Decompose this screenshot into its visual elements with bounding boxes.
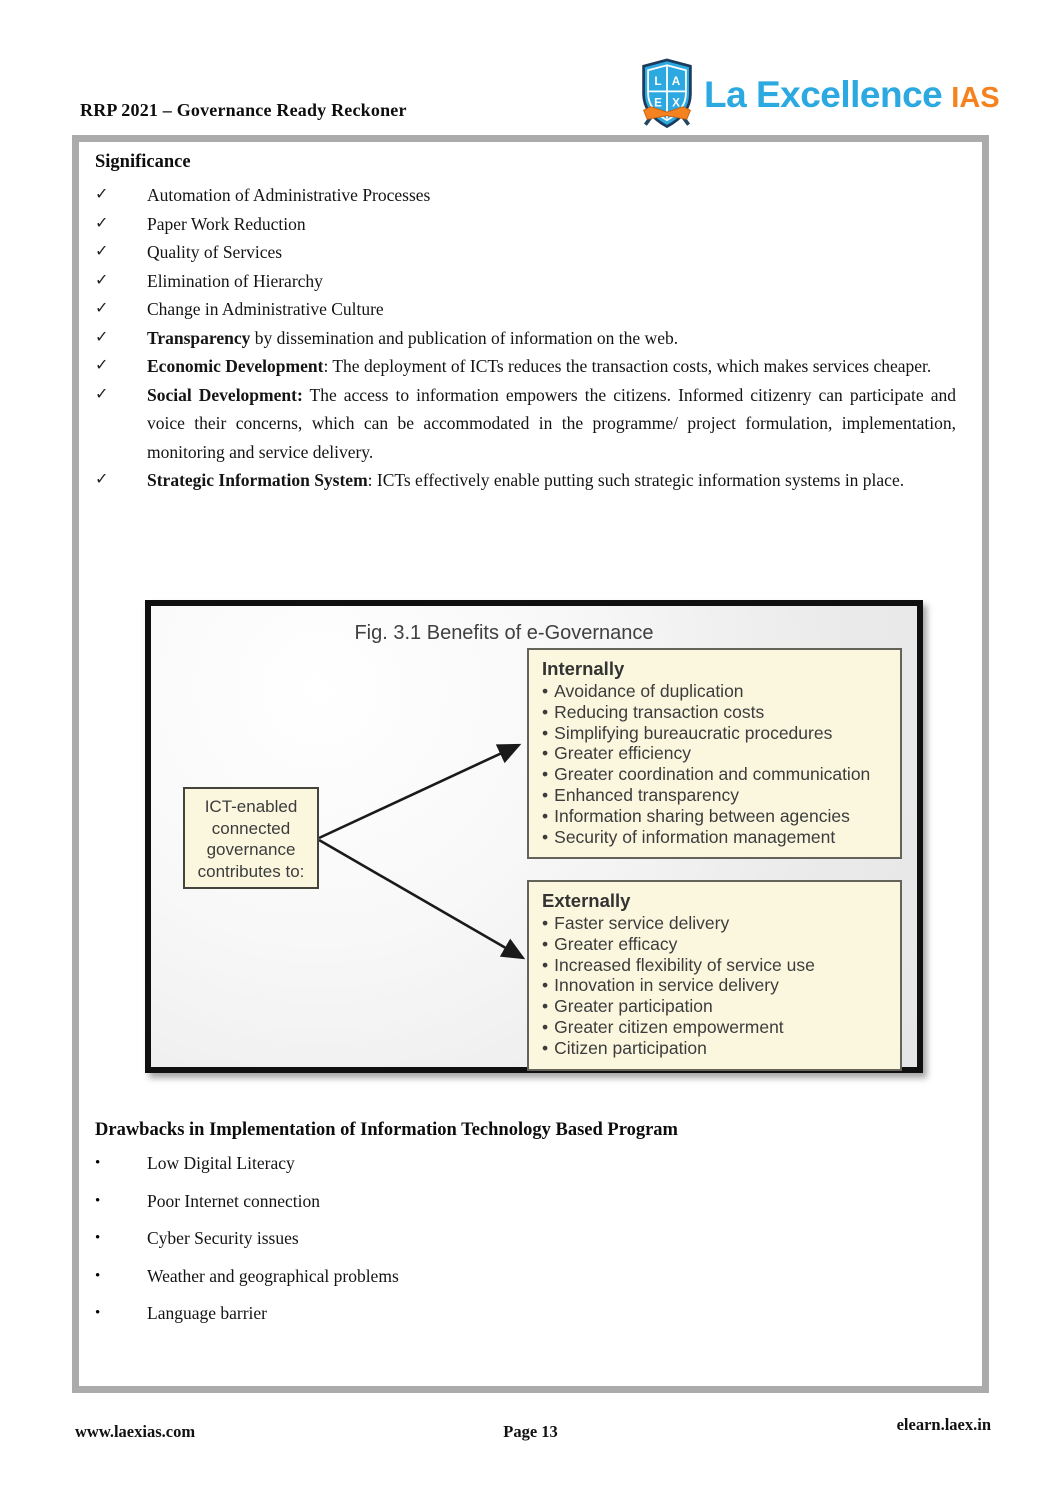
footer-website: www.laexias.com — [75, 1422, 196, 1441]
figure-benefits-egovernance — [145, 600, 923, 1073]
figure-title: Fig. 3.1 Benefits of e-Governance — [354, 622, 654, 644]
significance-list — [79, 181, 982, 495]
list-item-text: Social Development: The access to information empowers the citizens. Informed citizenry can participate and voice their concerns, which can be accommodated in the programme/ project formulation, implementation, monitoring and service delivery. — [147, 384, 956, 462]
drawbacks-heading: Drawbacks in Implementation of Information Technology Based Program — [95, 1120, 678, 1140]
list-item — [95, 267, 956, 296]
list-item-text: Automation of Administrative Processes — [147, 185, 431, 205]
brand-name: La Excellence — [704, 74, 943, 115]
brand-suffix: IAS — [951, 82, 1000, 114]
figure-bullet-item: • Faster service delivery — [542, 913, 730, 933]
figure-source-box: ICT-enabled connected governance contributes to: — [183, 787, 319, 889]
list-item — [95, 1262, 956, 1292]
shield-letter-e: E — [654, 96, 662, 110]
bullet-icon: • — [95, 1305, 101, 1321]
bullet-icon: • — [95, 1230, 101, 1246]
list-item-text: Strategic Information System: ICTs effectively enable putting such strategic information systems in place. — [147, 470, 905, 490]
figure-bullet-item: • Information sharing between agencies — [542, 805, 850, 826]
list-item-text: Paper Work Reduction — [147, 213, 306, 234]
check-icon: ✓ — [95, 300, 109, 317]
check-icon: ✓ — [95, 186, 109, 203]
list-item — [95, 1187, 956, 1217]
document-title: RRP 2021 – Governance Ready Reckoner — [80, 100, 407, 120]
shield-letter-x: X — [672, 96, 680, 110]
figure-externally-box — [527, 880, 902, 1071]
list-item — [95, 466, 956, 495]
figure-bullet-item: • Increased flexibility of service use — [542, 954, 815, 975]
shield-letter-a: A — [671, 75, 681, 89]
arrow-to-internally — [319, 745, 519, 838]
check-icon: ✓ — [95, 471, 109, 488]
bullet-icon: • — [542, 743, 549, 764]
bullet-icon: • — [95, 1192, 101, 1209]
figure-bullet-item: • Avoidance of duplication — [542, 681, 744, 701]
check-icon: ✓ — [95, 243, 109, 260]
externally-heading: Externally — [542, 890, 631, 911]
figure-bullet-item: • Enhanced transparency — [542, 784, 739, 805]
footer-elearn: elearn.laex.in — [896, 1415, 991, 1434]
list-item-text: Poor Internet connection — [147, 1190, 321, 1211]
list-item — [95, 1299, 956, 1329]
bullet-icon: • — [95, 1267, 101, 1284]
figure-bullet-item: • Reducing transaction costs — [542, 701, 765, 722]
figure-internally-box — [527, 648, 902, 859]
bullet-icon: • — [542, 722, 549, 743]
list-item — [95, 1149, 956, 1179]
bullet-icon: • — [542, 996, 549, 1017]
bullet-icon: • — [542, 826, 549, 847]
list-item-text: Elimination of Hierarchy — [147, 270, 323, 291]
shield-letter-l: L — [654, 75, 662, 89]
figure-bullet-item: • Citizen participation — [542, 1037, 707, 1058]
bullet-icon: • — [542, 954, 549, 975]
list-item — [95, 295, 956, 324]
bullet-icon: • — [542, 784, 549, 805]
bullet-icon: • — [542, 975, 549, 996]
significance-heading: Significance — [95, 152, 191, 172]
check-icon: ✓ — [95, 385, 109, 403]
arrow-to-externally — [319, 840, 523, 958]
list-item-text: Change in Administrative Culture — [147, 299, 384, 319]
figure-bullet-item: • Greater citizen empowerment — [542, 1016, 784, 1037]
list-item-text: Transparency by dissemination and publication of information on the web. — [147, 327, 679, 348]
bullet-icon: • — [542, 1037, 549, 1058]
bullet-icon: • — [542, 681, 549, 701]
figure-bullet-item: • Innovation in service delivery — [542, 975, 779, 996]
bullet-icon: • — [542, 701, 549, 722]
check-icon: ✓ — [95, 214, 109, 232]
check-icon: ✓ — [95, 357, 109, 374]
list-item — [95, 181, 956, 210]
check-icon: ✓ — [95, 328, 109, 346]
bullet-icon: • — [542, 933, 549, 954]
bullet-icon: • — [95, 1155, 101, 1171]
bullet-icon: • — [542, 1016, 549, 1037]
list-item — [95, 324, 956, 353]
list-item-text: Economic Development: The deployment of ICTs reduces the transaction costs, which makes services cheaper. — [147, 356, 932, 376]
brand-logo — [640, 58, 1000, 132]
list-item — [95, 1224, 956, 1254]
list-item-text: Language barrier — [147, 1303, 267, 1323]
list-item — [95, 238, 956, 267]
figure-bullet-item: • Greater coordination and communication — [542, 764, 871, 785]
drawbacks-section — [79, 1120, 982, 1329]
list-item — [95, 210, 956, 239]
shield-logo-icon — [640, 58, 694, 132]
list-item-text: Weather and geographical problems — [147, 1265, 399, 1286]
list-item-text: Quality of Services — [147, 242, 283, 262]
check-icon: ✓ — [95, 271, 109, 289]
bullet-icon: • — [542, 805, 549, 826]
content-frame — [72, 135, 989, 1393]
page-number: Page 13 — [503, 1422, 558, 1441]
internally-heading: Internally — [542, 658, 625, 679]
bullet-icon: • — [542, 764, 549, 785]
bullet-icon: • — [542, 913, 549, 933]
list-item-text: Cyber Security issues — [147, 1228, 299, 1248]
figure-bullet-item: • Greater efficiency — [542, 743, 691, 764]
brand-wordmark — [704, 74, 1000, 116]
figure-bullet-item: • Security of information management — [542, 826, 836, 847]
figure-bullet-item: • Simplifying bureaucratic procedures — [542, 722, 833, 743]
figure-bullet-item: • Greater participation — [542, 996, 713, 1017]
figure-bullet-item: • Greater efficacy — [542, 933, 678, 954]
list-item — [95, 352, 956, 381]
list-item-text: Low Digital Literacy — [147, 1153, 295, 1173]
list-item — [95, 381, 956, 467]
